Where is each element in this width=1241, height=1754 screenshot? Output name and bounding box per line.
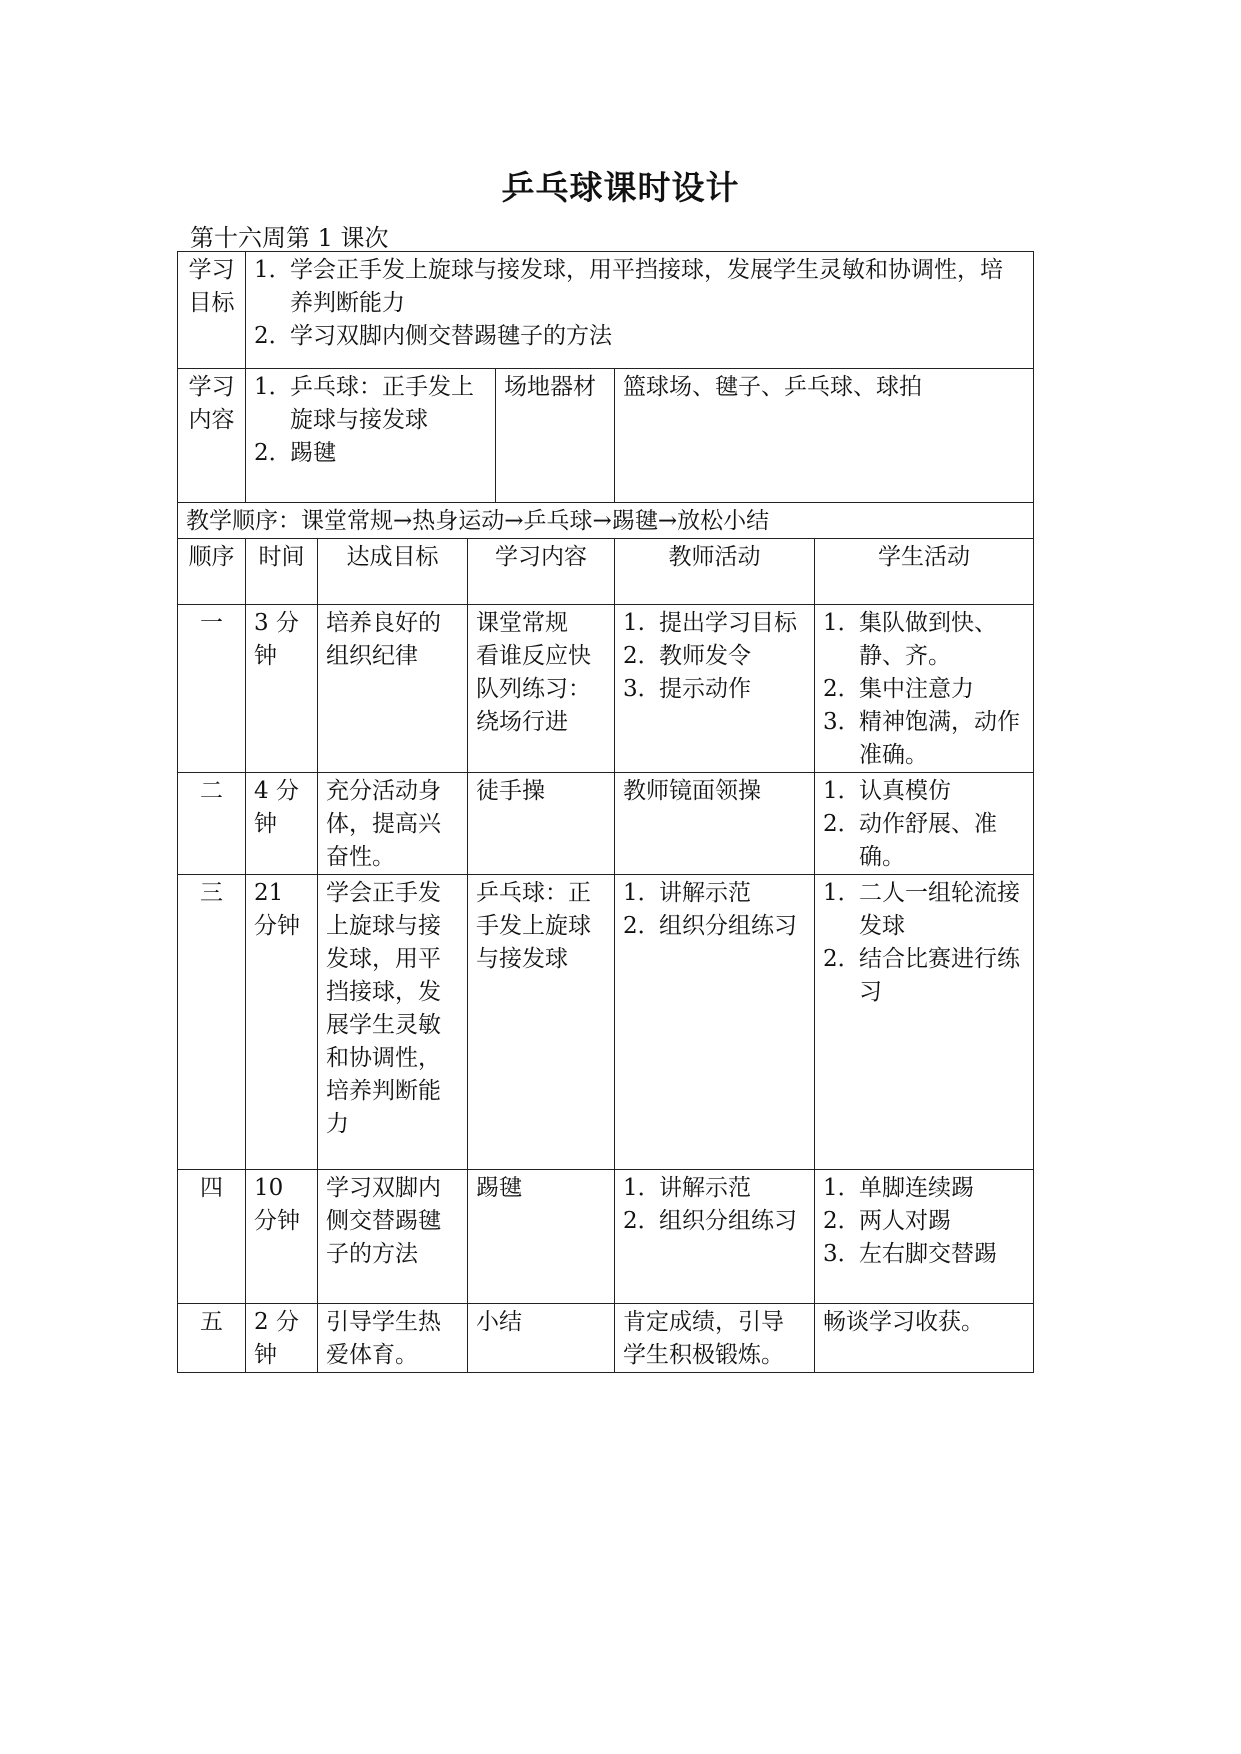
- cell-student: [815, 875, 1034, 1170]
- page-title: 乒乓球课时设计: [501, 168, 740, 207]
- cell-student: [815, 605, 1034, 773]
- cell-time: 4 分钟: [246, 773, 318, 875]
- content-row: [178, 369, 1034, 503]
- venue-value: 篮球场、毽子、乒乓球、球拍: [615, 369, 1034, 503]
- table-row: [178, 1170, 1034, 1304]
- objectives-label: 学习目标: [178, 252, 246, 369]
- cell-teacher: [615, 875, 815, 1170]
- list-item: 1．讲解示范: [623, 880, 751, 906]
- header-row: [178, 539, 1034, 605]
- list-item: 3．精神饱满，动作准确。: [823, 709, 1020, 768]
- header-goal: 达成目标: [318, 539, 468, 605]
- list-item: 2．两人对踢: [823, 1208, 951, 1234]
- lesson-table: [177, 251, 1034, 1373]
- cell-student: [815, 1170, 1034, 1304]
- list-item: 3．提示动作: [623, 676, 751, 702]
- cell-time: 10 分钟: [246, 1170, 318, 1304]
- list-item: 2．集中注意力: [823, 676, 974, 702]
- objectives-row: [178, 252, 1034, 369]
- list-item: 1．学会正手发上旋球与接发球，用平挡接球，发展学生灵敏和协调性，培养判断能力: [254, 257, 1003, 316]
- cell-content: 踢毽: [468, 1170, 615, 1304]
- cell-goal: 学会正手发上旋球与接发球，用平挡接球，发展学生灵敏和协调性，培养判断能力: [318, 875, 468, 1170]
- cell-goal: 学习双脚内侧交替踢毽子的方法: [318, 1170, 468, 1304]
- cell-content: 小结: [468, 1304, 615, 1373]
- list-item: 2．踢毽: [254, 440, 336, 466]
- list-item: 2．组织分组练习: [623, 913, 797, 939]
- list-item: 1．乒乓球：正手发上旋球与接发球: [254, 374, 474, 433]
- list-item: 2．教师发令: [623, 643, 751, 669]
- content-label: 学习内容: [178, 369, 246, 503]
- list-item: 1．认真模仿: [823, 778, 951, 804]
- list-item: 3．左右脚交替踢: [823, 1241, 997, 1267]
- cell-student: 畅谈学习收获。: [815, 1304, 1034, 1373]
- venue-label: 场地器材: [504, 374, 596, 400]
- cell-teacher: [615, 605, 815, 773]
- cell-content: 徒手操: [468, 773, 615, 875]
- header-teacher: 教师活动: [615, 539, 815, 605]
- cell-goal: 引导学生热爱体育。: [318, 1304, 468, 1373]
- cell-content: 乒乓球：正手发上旋球与接发球: [468, 875, 615, 1170]
- cell-time: 3 分钟: [246, 605, 318, 773]
- list-item: 1．二人一组轮流接发球: [823, 880, 1020, 939]
- list-item: 1．集队做到快、静、齐。: [823, 610, 997, 669]
- table-row: [178, 605, 1034, 773]
- cell-order: 二: [178, 773, 246, 875]
- cell-time: 2 分钟: [246, 1304, 318, 1373]
- cell-time: 21 分钟: [246, 875, 318, 1170]
- cell-order: 五: [178, 1304, 246, 1373]
- list-item: 2．组织分组练习: [623, 1208, 797, 1234]
- cell-teacher: 肯定成绩，引导学生积极锻炼。: [615, 1304, 815, 1373]
- cell-content: 课堂常规 看谁反应快 队列练习：绕场行进: [468, 605, 615, 773]
- header-content: 学习内容: [468, 539, 615, 605]
- header-time: 时间: [246, 539, 318, 605]
- header-order: 顺序: [178, 539, 246, 605]
- objectives-cell: [246, 252, 1034, 369]
- week-line: 第十六周第 1 课次: [190, 224, 389, 252]
- cell-goal: 充分活动身体，提高兴奋性。: [318, 773, 468, 875]
- table-row: [178, 875, 1034, 1170]
- cell-order: 三: [178, 875, 246, 1170]
- list-item: 1. 提出学习目标: [623, 610, 797, 636]
- list-item: 2．学习双脚内侧交替踢毽子的方法: [254, 323, 612, 349]
- content-items: [246, 369, 496, 502]
- list-item: 1．讲解示范: [623, 1175, 751, 1201]
- header-student: 学生活动: [815, 539, 1034, 605]
- cell-teacher: [615, 1170, 815, 1304]
- table-row: [178, 773, 1034, 875]
- cell-goal: 培养良好的组织纪律: [318, 605, 468, 773]
- list-item: 2．动作舒展、准确。: [823, 811, 997, 870]
- table-row: [178, 1304, 1034, 1373]
- cell-order: 一: [178, 605, 246, 773]
- cell-teacher: 教师镜面领操: [615, 773, 815, 875]
- teaching-sequence: 教学顺序：课堂常规→热身运动→乒乓球→踢毽→放松小结: [178, 503, 1034, 539]
- list-item: 1．单脚连续踢: [823, 1175, 974, 1201]
- cell-order: 四: [178, 1170, 246, 1304]
- list-item: 2．结合比赛进行练习: [823, 946, 1020, 1005]
- cell-student: [815, 773, 1034, 875]
